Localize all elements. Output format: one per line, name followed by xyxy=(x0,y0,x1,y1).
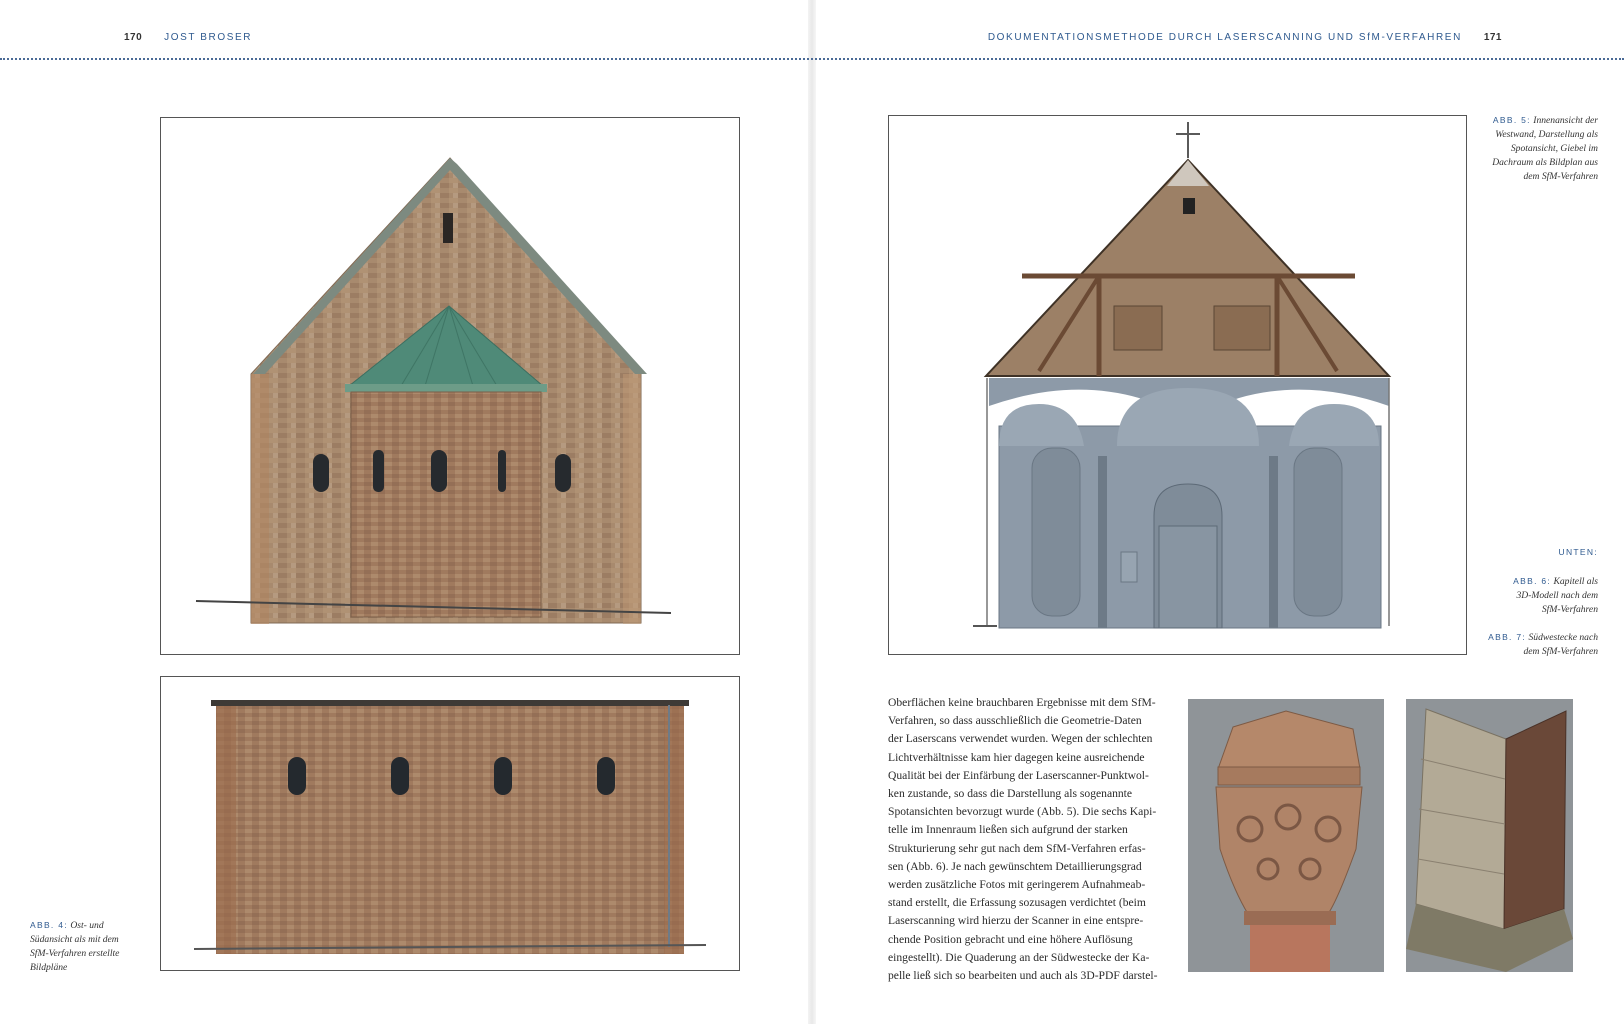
caption-abb-6-line-1: Kapitell als xyxy=(1553,576,1598,587)
body-line-10: sen (Abb. 6). Je nach gewünschtem Detaillierungsgrad xyxy=(888,859,1142,873)
body-text xyxy=(888,694,1169,985)
caption-abb-6-line-3: SfM-Verfahren xyxy=(1541,604,1598,615)
body-line-5: Qualität bei der Einfärbung der Laserscanner-Punktwol- xyxy=(888,768,1149,782)
south-elevation-image xyxy=(161,677,739,970)
west-wall-image xyxy=(889,116,1466,654)
right-running-head-text: DOKUMENTATIONSMETHODE DURCH LASERSCANNING UND SfM-VERFAHREN xyxy=(987,32,1462,43)
body-line-12: stand erstellt, die Erfassung sozusagen verdichtet (beim xyxy=(888,896,1146,910)
header-rule xyxy=(0,58,1624,60)
caption-abb-4-label: ABB. 4: xyxy=(30,920,68,930)
figure-capital-3d-model xyxy=(1188,699,1384,972)
caption-abb-4-line-2: Südansicht als mit dem xyxy=(30,934,119,945)
figure-south-elevation xyxy=(160,676,740,971)
figure-east-elevation xyxy=(160,117,740,655)
right-running-head xyxy=(988,32,1502,43)
caption-abb-6 xyxy=(1468,574,1598,617)
right-page-number: 171 xyxy=(1483,32,1502,43)
caption-unten xyxy=(1468,545,1598,560)
caption-abb-5 xyxy=(1468,113,1598,184)
caption-abb-5-line-4: Dachraum als Bildplan aus xyxy=(1492,157,1598,168)
body-line-14: chende Position gebracht und eine höhere Auflösung xyxy=(888,932,1133,946)
figure-southwest-corner xyxy=(1406,699,1573,972)
body-line-16: pelle ließ sich so bearbeiten und auch als 3D-PDF darstel- xyxy=(888,969,1158,983)
figure-west-wall xyxy=(888,115,1467,655)
body-line-11: werden zusätzliche Fotos mit geringerem Aufnahmeab- xyxy=(888,878,1146,892)
left-running-head-text: JOST BROSER xyxy=(164,32,253,43)
body-line-1: Oberflächen keine brauchbaren Ergebnisse mit dem SfM- xyxy=(888,696,1156,709)
caption-abb-4-line-3: SfM-Verfahren erstellte xyxy=(30,948,120,959)
caption-unten-label: UNTEN: xyxy=(1558,547,1598,557)
southwest-corner-image xyxy=(1406,699,1573,972)
book-gutter xyxy=(808,0,816,1024)
body-line-8: telle im Innenraum ließen sich aufgrund der starken xyxy=(888,823,1128,837)
caption-abb-5-label: ABB. 5: xyxy=(1492,115,1531,125)
caption-abb-5-line-2: Westwand, Darstellung als xyxy=(1495,129,1598,140)
left-running-head xyxy=(124,32,252,43)
caption-abb-6-label: ABB. 6: xyxy=(1513,576,1552,586)
caption-abb-5-line-3: Spotansicht, Giebel im xyxy=(1510,143,1598,154)
capital-image xyxy=(1188,699,1384,972)
caption-abb-5-line-5: dem SfM-Verfahren xyxy=(1523,171,1598,182)
body-line-6: ken zustande, so dass die Darstellung als sogenannte xyxy=(888,787,1133,801)
caption-abb-7 xyxy=(1468,630,1598,659)
caption-abb-5-line-1: Innenansicht der xyxy=(1533,115,1598,126)
body-line-9: Strukturierung sehr gut nach dem SfM-Verfahren erfas- xyxy=(888,841,1146,855)
east-elevation-image xyxy=(161,118,739,654)
caption-abb-7-line-1: Südwestecke nach xyxy=(1528,632,1598,643)
caption-abb-7-line-2: dem SfM-Verfahren xyxy=(1523,646,1598,657)
caption-abb-4-line-1: Ost- und xyxy=(70,920,104,931)
body-line-3: der Laserscans verwendet wurden. Wegen der schlechten xyxy=(888,732,1153,746)
body-line-7: Spotansichten bevorzugt wurde (Abb. 5). Die sechs Kapi- xyxy=(888,805,1157,819)
body-line-4: Lichtverhältnisse kam hier dagegen keine ausreichende xyxy=(888,750,1145,764)
caption-abb-4-line-4: Bildpläne xyxy=(30,962,68,973)
caption-abb-6-line-2: 3D-Modell nach dem xyxy=(1516,590,1598,601)
body-line-2: Verfahren, so dass ausschließlich die Geometrie-Daten xyxy=(888,714,1142,728)
caption-abb-7-label: ABB. 7: xyxy=(1488,632,1527,642)
body-line-15: eingestellt). Die Quaderung an der Südwestecke der Ka- xyxy=(888,950,1150,964)
body-line-13: Laserscanning wird hierzu der Scanner in eine entspre- xyxy=(888,914,1144,928)
left-page-number: 170 xyxy=(124,32,143,43)
caption-abb-4 xyxy=(30,918,140,975)
